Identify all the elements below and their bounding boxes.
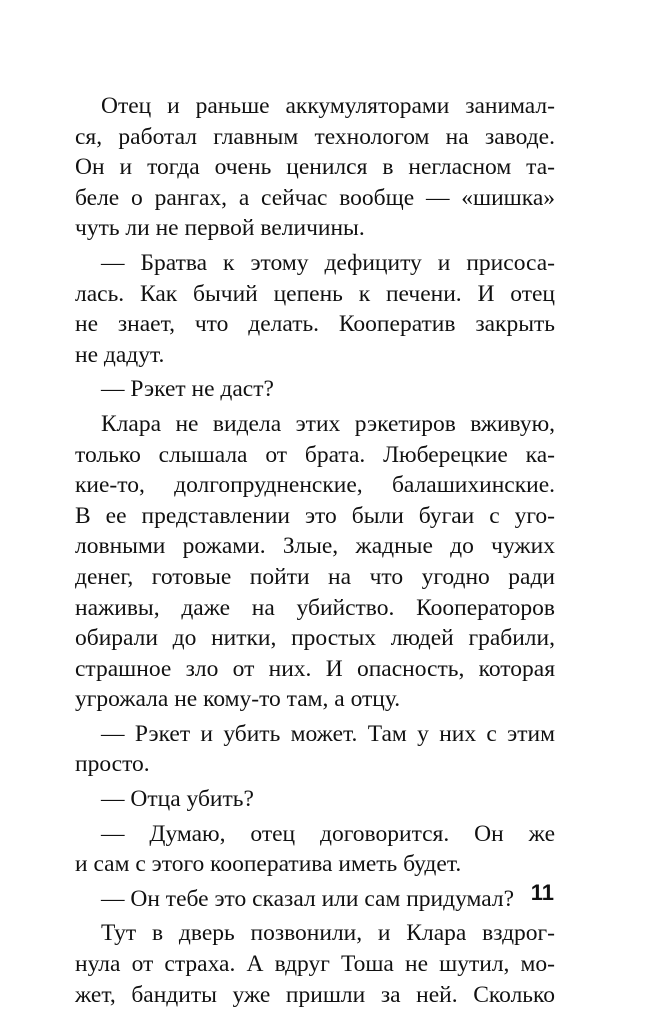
paragraph [75, 91, 555, 244]
text-line: не дадут. [75, 341, 165, 368]
text-line: — Братва к этому дефициту и присоса- [101, 249, 555, 276]
paragraph [75, 819, 555, 880]
text-line: — Отца убить? [101, 786, 254, 813]
text-line: нула от страха. А вдруг Тоша не шутил, мо- [75, 951, 555, 978]
text-line: наживы, даже на убийство. Кооператоров [75, 594, 555, 621]
text-line: просто. [75, 751, 150, 778]
text-line: ловными рожами. Злые, жадные до чужих [75, 533, 555, 560]
paragraph [75, 918, 555, 1010]
text-line: не знает, что делать. Кооператив закрыть [75, 311, 555, 338]
text-line: Тут в дверь позвонили, и Клара вздрог- [101, 920, 555, 947]
paragraph [75, 409, 555, 715]
text-line: В ее представлении это были бугаи с уго- [75, 502, 555, 529]
text-line: только слышала от брата. Люберецкие ка- [75, 441, 555, 468]
text-line: — Рэкет и убить может. Там у них с этим [101, 720, 555, 747]
text-line: Клара не видела этих рэкетиров вживую, [101, 410, 555, 437]
text-line: обирали до нитки, простых людей грабили, [75, 625, 555, 652]
paragraph [75, 719, 555, 780]
text-line: ся, работал главным технологом на заводе. [75, 123, 555, 150]
body-text [75, 91, 555, 1014]
text-line: страшное зло от них. И опасность, которая [75, 655, 555, 682]
text-line: — Думаю, отец договорится. Он же [101, 820, 555, 847]
text-line: — Рэкет не даст? [101, 376, 274, 403]
text-line: чуть ли не первой величины. [75, 215, 365, 242]
text-line: денег, готовые пойти на что угодно ради [75, 563, 555, 590]
text-line: угрожала не кому-то там, а отцу. [75, 686, 401, 713]
paragraph [75, 374, 555, 405]
page-number: 11 [530, 880, 554, 905]
text-line: кие-то, долгопрудненские, балашихинские. [75, 472, 555, 499]
text-line: беле о рангах, а сейчас вообще — «шишка» [75, 184, 555, 211]
text-line: Отец и раньше аккумуляторами занимал- [101, 93, 555, 119]
paragraph [75, 784, 555, 815]
text-line: — Он тебе это сказал или сам придумал? [101, 885, 515, 912]
text-line: и сам с этого кооператива иметь будет. [75, 851, 462, 878]
paragraph [75, 248, 555, 370]
text-line: жет, бандиты уже пришли за ней. Сколько [75, 981, 555, 1008]
text-line: лась. Как бычий цепень к печени. И отец [75, 280, 555, 307]
paragraph [75, 884, 555, 915]
text-line: Он и тогда очень ценился в негласном та- [75, 154, 555, 181]
